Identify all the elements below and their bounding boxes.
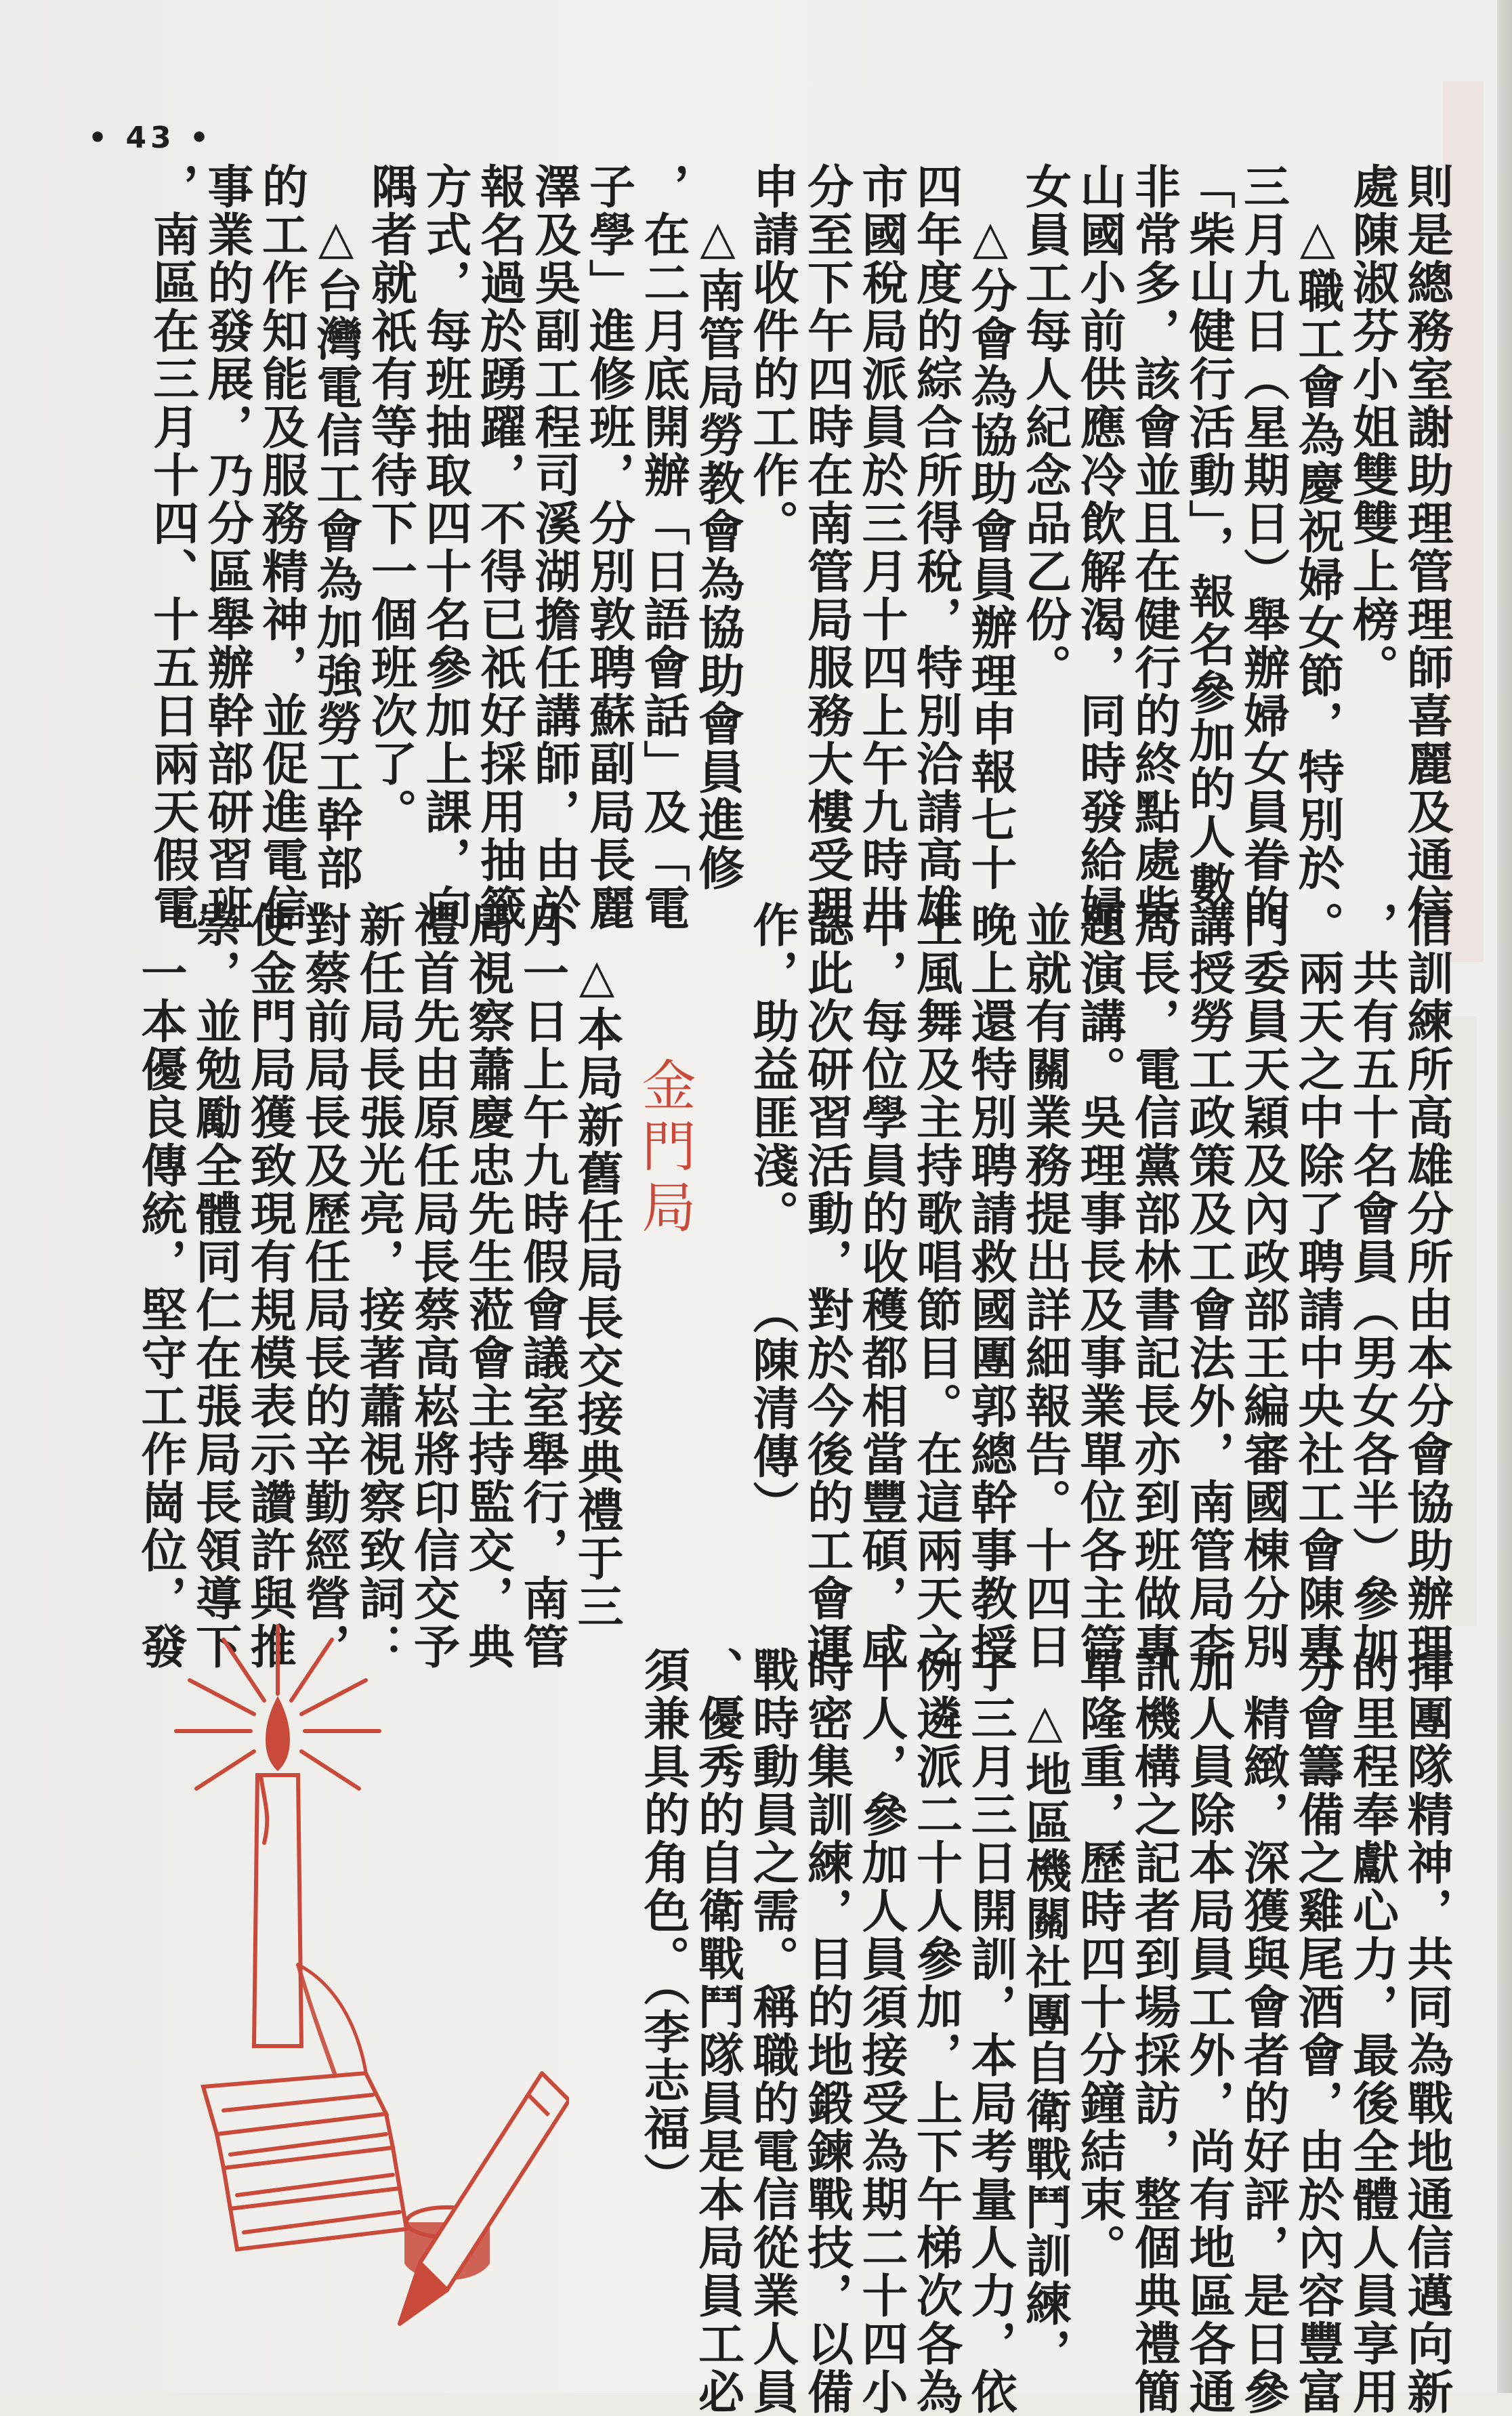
section-title-kinmen: 金門局	[633, 1057, 696, 1240]
text-column: 作，助益匪淺。 （陳清傳）	[745, 901, 799, 1528]
text-column: 時密集訓練，目的地鍛鍊戰技，以備	[799, 1646, 854, 2416]
text-column: △地區機關社團自衛戰鬥訓練，	[1017, 1646, 1072, 2376]
text-column: 並就有關業務提出詳細報告。十四日	[1017, 901, 1072, 1671]
text-column: 禮首先由原任局長蔡高崧將印信交予	[406, 901, 461, 1671]
text-column: 子學」進修班，分別敦聘蘇副局長麗	[581, 163, 636, 932]
text-column: 分至下午四時在南管局服務大樓受理	[799, 163, 854, 932]
text-column: 分會籌備之雞尾酒會，由於內容豐富	[1290, 1646, 1345, 2416]
text-column: 單隆重，歷時四十分鐘結束。	[1072, 1646, 1127, 2272]
text-column: 、精緻，深獲與會者的好評，是日參	[1236, 1646, 1290, 2416]
text-column: 十人，參加人員須接受為期二十四小	[854, 1646, 908, 2416]
text-column: 使金門局獲致現有規模表示讚許與推	[243, 901, 297, 1671]
text-column: 例遴派二十人參加，上下午梯次各為	[908, 1646, 963, 2416]
text-column: △台灣電信工會為加強勞工幹部	[309, 163, 363, 892]
text-column: 崇，並勉勵全體同仁在張局長領導下	[188, 901, 243, 1671]
text-column: △職工會為慶祝婦女節，特別於	[1290, 163, 1345, 892]
text-column: 報名過於踴躍，不得已祇好採用抽籤	[472, 163, 527, 932]
text-column: 方式，每班抽取四十名參加上課，向	[418, 163, 472, 932]
text-column: 揮團隊精神，共同為戰地通信邁向新	[1400, 1646, 1454, 2416]
text-column: 信訓練所高雄分所由本分會協助辦理	[1400, 901, 1454, 1671]
text-column: ，在二月底開辦「日語會話」及「電	[636, 163, 690, 932]
text-column: 局長，電信黨部林書記長亦到班做專	[1127, 901, 1181, 1671]
text-column: 事業的發展，乃分區舉辦幹部研習班	[200, 163, 254, 932]
text-column: 對蔡前局長及歷任局長的辛勤經營，	[297, 901, 352, 1671]
text-column: △本局新舊任局長交接典禮于三	[570, 901, 624, 1631]
text-column: 題演講。吳理事長及事業單位各主管	[1072, 901, 1127, 1671]
text-column: 土風舞及主持歌唱節目。在這兩天之	[908, 901, 963, 1671]
page-number: • 43 •	[88, 121, 213, 155]
text-column: △南管局勞教會為協助會員進修	[690, 163, 745, 892]
text-column: 市國稅局派員於三月十四上午九時卅	[854, 163, 908, 932]
text-column: 、優秀的自衛戰鬥隊員是本局員工必	[690, 1646, 745, 2416]
text-column: 女員工每人紀念品乙份。	[1017, 163, 1072, 692]
text-column: 三月九日（星期日）舉辦婦女員眷的	[1236, 163, 1290, 932]
text-column: 講授勞工政策及工會法外，南管局李	[1181, 901, 1236, 1671]
text-column: 山國小前供應冷飲解渴，同時發給婦	[1072, 163, 1127, 932]
text-column: 月一日上午九時假會議室舉行，南管	[515, 901, 570, 1671]
text-column: 晚上還特別聘請救國團郭總幹事教授	[963, 901, 1017, 1671]
book-spine-edge	[1497, 0, 1512, 2393]
text-column: 認此次研習活動，對於今後的工會運	[799, 901, 854, 1671]
text-column: 。兩天之中除了聘請中央社工會陳專	[1290, 901, 1345, 1671]
text-column: 澤及吳副工程司溪湖擔任講師，由於	[527, 163, 581, 932]
text-column: 戰時動員之需。稱職的電信從業人員	[745, 1646, 799, 2416]
pencil-icon	[400, 2073, 569, 2324]
text-column: 處陳淑芬小姐雙雙上榜。	[1345, 163, 1400, 692]
text-column: 訊機構之記者到場採訪，整個典禮簡	[1127, 1646, 1181, 2416]
text-column: 的工作知能及服務精神，並促進電信	[254, 163, 309, 932]
text-column: ，共有五十名會員（男女各半）參加	[1345, 901, 1400, 1671]
text-column: 隅者就祇有等待下一個班次了。	[363, 163, 418, 836]
text-column: 加人員除本局員工外，尚有地區各通	[1181, 1646, 1236, 2416]
text-column: 門委員天穎及內政部王編審國棟分別	[1236, 901, 1290, 1671]
text-column: 的里程奉獻心力，最後全體人員享用	[1345, 1646, 1400, 2416]
text-column: 「柴山健行活動」，報名參加的人數	[1181, 163, 1236, 909]
text-column: ，一本優良傳統，堅守工作崗位，發	[133, 901, 188, 1671]
text-column: △分會為協助會員辦理申報七十	[963, 163, 1017, 892]
text-column: ，南區在三月十四、十五日兩天假電	[145, 163, 200, 932]
text-column: 中，每位學員的收穫都相當豐碩，咸	[854, 901, 908, 1671]
text-column: 則是總務室謝助理管理師喜麗及通信	[1400, 163, 1454, 932]
text-column: 非常多，該會並且在健行的終點處柴	[1127, 163, 1181, 932]
text-column: 局視察蕭慶忠先生蒞會主持監交，典	[461, 901, 515, 1671]
text-column: 四年度的綜合所得稅，特別洽請高雄	[908, 163, 963, 932]
text-column: 須兼具的角色。（李志福）	[636, 1646, 690, 2201]
candle-books-quill-illustration-icon	[163, 1612, 569, 2344]
text-column: 申請收件的工作。	[745, 163, 799, 547]
text-column: 新任局長張光亮，接著蕭視察致詞：	[352, 901, 406, 1671]
text-column: 于三月三日開訓，本局考量人力，依	[963, 1646, 1017, 2416]
